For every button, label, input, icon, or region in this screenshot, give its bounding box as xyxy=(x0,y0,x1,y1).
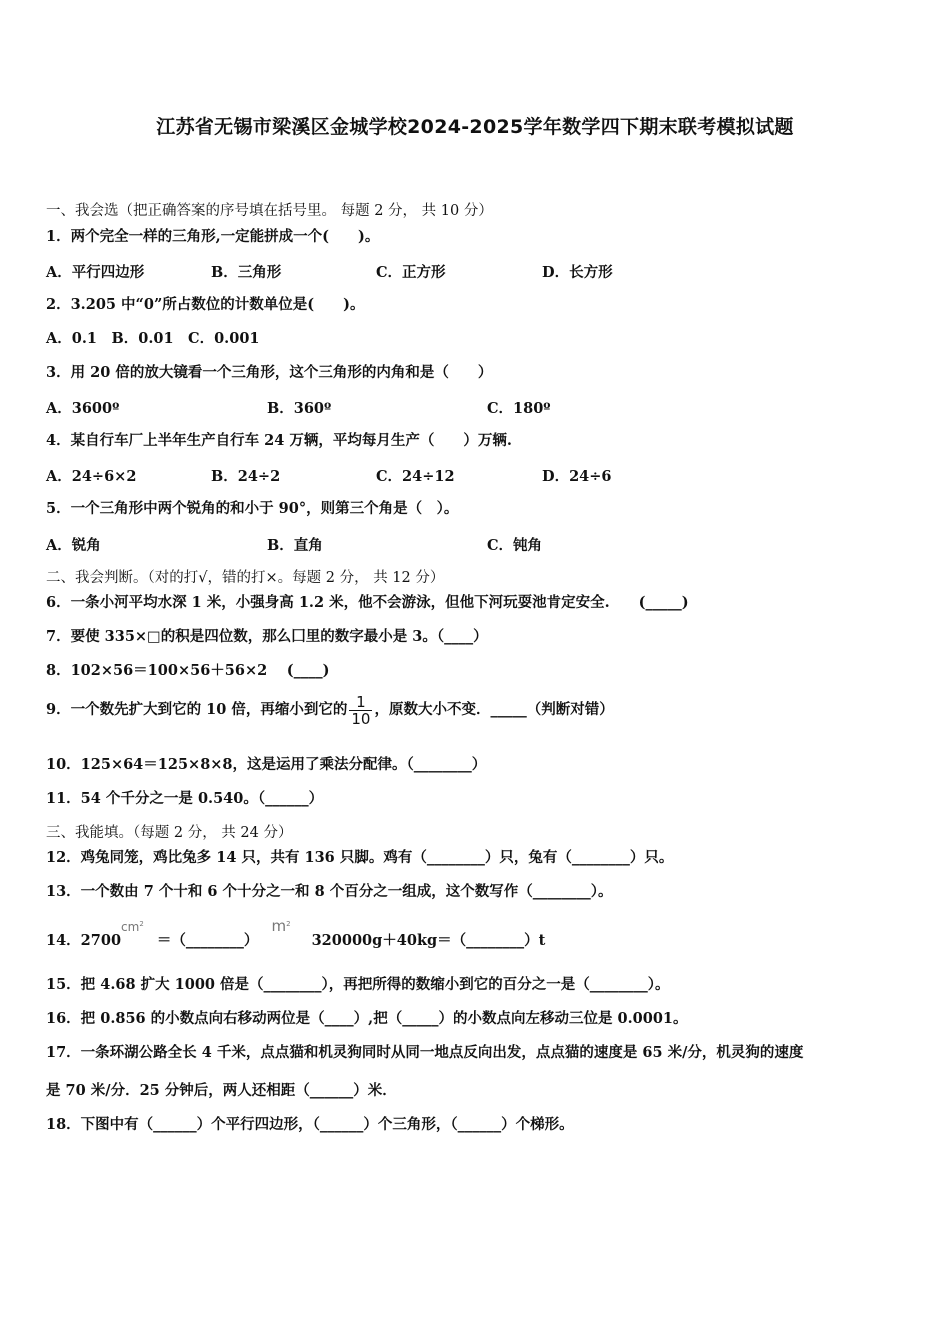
question-12: 12．鸡兔同笼，鸡比兔多 14 只，共有 136 只脚。鸡有（________）只，兔有（________）只。 xyxy=(46,849,674,866)
unit-square-centimeter: $cm^2$ xyxy=(121,920,144,934)
question-2-options: A．0.1 B．0.01 C．0.001 xyxy=(46,330,260,347)
question-9-tail: ，原数大小不变．_____（判断对错） xyxy=(374,701,614,718)
fraction-denominator: 10 xyxy=(351,709,371,728)
question-14-mass: 320000g＋40kg＝（________）t xyxy=(311,932,546,949)
option-c: C．24÷12 xyxy=(376,468,455,485)
question-14-value: 14．2700 xyxy=(46,932,122,949)
question-17-line-2: 是 70 米/分．25 分钟后，两人还相距（______）米． xyxy=(46,1082,397,1099)
question-4: 4．某自行车厂上半年生产自行车 24 万辆，平均每月生产（ ）万辆. xyxy=(46,432,512,449)
question-1: 1．两个完全一样的三角形,一定能拼成一个( )。 xyxy=(46,228,380,245)
section-heading-3: 三、我能填。（每题 2 分， 共 24 分） xyxy=(46,825,293,841)
option-c: C．正方形 xyxy=(376,264,446,281)
option-d: D．24÷6 xyxy=(542,468,612,485)
question-10: 10．125×64＝125×8×8，这是运用了乘法分配律。（________） xyxy=(46,756,487,773)
question-13: 13．一个数由 7 个十和 6 个十分之一和 8 个百分之一组成，这个数写作（________）。 xyxy=(46,883,613,900)
question-7: 7．要使 335×□的积是四位数，那么囗里的数字最小是 3。（____） xyxy=(46,628,488,645)
option-d: D．长方形 xyxy=(542,264,613,281)
option-b: B．360º xyxy=(267,400,332,417)
option-a: A．锐角 xyxy=(46,537,101,554)
question-3-options xyxy=(46,397,906,417)
fraction-one-tenth xyxy=(349,694,372,727)
question-14-blank: ＝（________） xyxy=(156,932,259,949)
option-c: C．钝角 xyxy=(487,537,543,554)
question-2: 2．3.205 中“0”所占数位的计数单位是( )。 xyxy=(46,296,365,313)
unit-square-meter: $m^2$ xyxy=(271,917,291,935)
question-18: 18．下图中有（______）个平行四边形，（______）个三角形，（______）个梯形。 xyxy=(46,1116,574,1133)
option-b: B．24÷2 xyxy=(211,468,281,485)
question-8: 8．102×56＝100×56＋56×2 (____) xyxy=(46,662,330,679)
question-5: 5．一个三角形中两个锐角的和小于 90°，则第三个角是（ ）。 xyxy=(46,500,459,517)
question-16: 16．把 0.856 的小数点向右移动两位是（____）,把（_____）的小数点向左移动三位是 0.0001。 xyxy=(46,1010,688,1027)
page-title: 江苏省无锡市梁溪区金城学校2024-2025学年数学四下期末联考模拟试题 xyxy=(156,116,794,138)
option-b: B．直角 xyxy=(267,537,323,554)
question-11: 11．54 个千分之一是 0.540。（______） xyxy=(46,790,324,807)
question-14 xyxy=(46,917,546,951)
option-a: A．平行四边形 xyxy=(46,264,145,281)
question-3: 3．用 20 倍的放大镜看一个三角形，这个三角形的内角和是（ ） xyxy=(46,364,493,381)
section-heading-2: 二、我会判断。（对的打√，错的打×。每题 2 分， 共 12 分） xyxy=(46,570,445,586)
question-1-options xyxy=(46,261,906,281)
option-a: A．3600º xyxy=(46,400,120,417)
question-4-options xyxy=(46,465,906,485)
section-heading-1: 一、我会选（把正确答案的序号填在括号里。 每题 2 分， 共 10 分） xyxy=(46,203,493,219)
question-15: 15．把 4.68 扩大 1000 倍是（________），再把所得的数缩小到它的百分之一是（________）。 xyxy=(46,976,670,993)
question-9-text: 9．一个数先扩大到它的 10 倍，再缩小到它的 xyxy=(46,701,348,718)
fraction-numerator: 1 xyxy=(349,694,372,711)
question-6: 6．一条小河平均水深 1 米，小强身高 1.2 米，他不会游泳，但他下河玩耍池肯定安全. (_____) xyxy=(46,594,689,611)
option-a: A．24÷6×2 xyxy=(46,468,137,485)
question-17-line-1: 17．一条环湖公路全长 4 千米，点点猫和机灵狗同时从同一地点反向出发，点点猫的速度是 65 米/分，机灵狗的速度 xyxy=(46,1044,804,1061)
question-9 xyxy=(46,693,614,727)
option-c: C．180º xyxy=(487,400,551,417)
question-5-options xyxy=(46,534,906,554)
option-b: B．三角形 xyxy=(211,264,282,281)
